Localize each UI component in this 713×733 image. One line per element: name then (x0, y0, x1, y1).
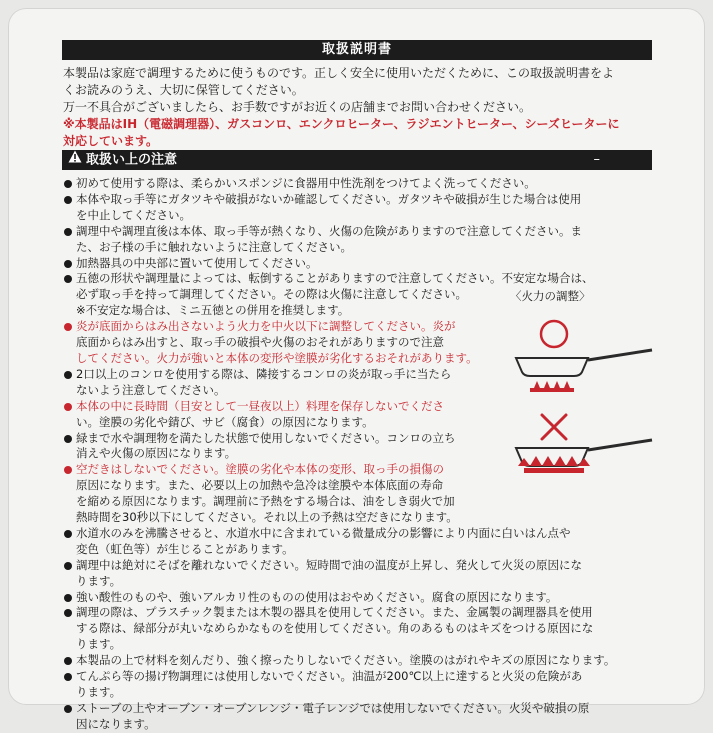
caution-text: 調理中は絶対にそばを離れないでください。短時間で油の温度が上昇し、発火して火災の原因にな (76, 557, 582, 572)
caution-text: ※不安定な場合は、ミニ五徳との併用を推奨します。 (76, 303, 350, 318)
caution-heading-bar (62, 150, 652, 170)
caution-item-storage (63, 399, 516, 431)
caution-text: を縮める原因になります。調理前に予熱をする場合は、油をしき弱火で加 (76, 494, 455, 509)
small-flame-icon (530, 381, 574, 392)
caution-text: 炎が底面からはみ出さないよう火力を中火以下に調整してください。炎が (76, 319, 456, 334)
caution-text: を中止してください。 (76, 207, 191, 222)
intro-line: 本製品は家庭で調理するために使うものです。正しく安全に使用いただくために、この取扱説明書をよ (63, 66, 615, 80)
caution-text: 本製品の上で材料を刻んだり、強く擦ったりしないでください。塗膜のはがれやキズの原因になります。 (76, 653, 616, 668)
caution-text: ります。 (76, 573, 122, 588)
caution-text: 水道水のみを沸騰させると、水道水中に含まれている微量成分の影響により内面に白いはん点や (76, 525, 571, 540)
warning-triangle-icon (68, 150, 82, 170)
caution-item (63, 256, 659, 272)
caution-text: 調理の際は、プラスチック製または木製の器具を使用してください。また、金属製の調理器具を使用 (76, 605, 593, 620)
caution-text: 消えや火傷の原因になります。 (76, 446, 237, 461)
caution-text: ないよう注意してください。 (76, 382, 226, 397)
caution-text: 本体や取っ手等にガタツキや破損がないか確認してください。ガタツキや破損が生じた場合は使用 (76, 191, 582, 206)
heading-dash: – (593, 152, 600, 167)
caution-text: い。塗膜の劣化や錆び、サビ（腐食）の原因になります。 (76, 414, 374, 429)
caution-item (63, 431, 516, 463)
caution-text: 加熱器具の中央部に置いて使用してください。 (76, 255, 318, 270)
caution-item (63, 367, 516, 399)
caution-text: ります。 (76, 685, 122, 699)
caution-text: 原因になります。また、必要以上の加熱や急冷は塗膜や本体底面の寿命 (76, 478, 444, 493)
caution-text: してください。火力が強いと本体の変形や塗膜が劣化するおそれがあります。 (76, 350, 478, 365)
caution-text: 五徳の形状や調理量によっては、転倒することがありますので注意してください。不安定な場合は、 (76, 271, 594, 286)
caution-text: てんぷら等の揚げ物調理には使用しないでください。油温が200℃以上に達すると火災の危険があ (76, 669, 583, 684)
intro-line: くお読みのうえ、大切に保管してください。 (63, 83, 304, 97)
caution-item-empty-heating (63, 462, 516, 526)
caution-text: 緑まで水や調理物を満たした状態で使用しないでください。コンロの立ち (76, 430, 456, 445)
caution-item (63, 526, 659, 558)
caution-text: 本体の中に長時間（目安として一昼夜以上）料理を保存しないでくださ (76, 398, 444, 413)
caution-text: 熱時間を30秒以下にしてください。それ以上の予熱は空だきになります。 (76, 510, 458, 525)
caution-text: 2口以上のコンロを使用する際は、隣接するコンロの炎が取っ手に当たら (76, 366, 452, 381)
caution-text: 変色（虹色等）が生じることがあります。 (76, 541, 294, 556)
ok-circle-icon (541, 321, 567, 347)
caution-item-heat (63, 319, 516, 367)
caution-text: ります。 (76, 637, 122, 652)
ng-cross-icon (542, 415, 566, 439)
compatibility-note: 対応しています。 (63, 134, 159, 148)
intro-line: 万一不具合がございましたら、お手数ですがお近くの店舗までお問い合わせください。 (63, 100, 532, 114)
caution-item (63, 590, 659, 606)
caution-item (63, 224, 659, 256)
caution-item (63, 192, 659, 224)
caution-text: する際は、緑部分が丸いなめらかなものを使用してください。角のあるものはキズをつける原因にな (76, 621, 594, 636)
caution-text: 初めて使用する際は、柔らかいスポンジに食器用中性洗剤をつけてよく洗ってください。 (76, 176, 536, 190)
caution-text: 必ず取っ手を持って調理してください。その際は火傷に注意してください。 (76, 287, 467, 302)
frying-pan-icon (516, 350, 652, 376)
caution-text: 空だきはしないでください。塗膜の劣化や本体の変形、取っ手の損傷の (76, 462, 444, 477)
caution-text: 因になります。 (76, 716, 156, 731)
heat-panel-title: 〈火力の調整〉 (510, 289, 591, 303)
caution-text: た、お子様の手に触れないように注意してください。 (76, 239, 352, 254)
compatibility-note: ※本製品はIH（電磁調理器）、ガスコンロ、エンクロヒーター、ラジエントヒーター、シーズヒーターに (63, 117, 620, 131)
caution-text: ストーブの上やオーブン・オーブンレンジ・電子レンジでは使用しないでください。火災や破損の原 (76, 700, 590, 715)
heat-adjustment-panel (510, 288, 660, 488)
caution-text: 調理中や調理直後は本体、取っ手等が熱くなり、火傷の危険がありますので注意してください。ま (76, 223, 582, 238)
caution-item (63, 669, 659, 701)
caution-text: 底面からはみ出すと、取っ手の破損や火傷のおそれがありますので注意 (76, 335, 444, 350)
caution-item (63, 701, 659, 733)
caution-item (63, 605, 659, 653)
page-title: 取扱説明書 (62, 40, 652, 60)
caution-text: 強い酸性のものや、強いアルカリ性のものの使用はおやめください。腐食の原因になります。 (76, 589, 558, 604)
caution-item (63, 558, 659, 590)
caution-item (63, 653, 659, 669)
caution-heading: 取扱い上の注意 (86, 152, 178, 168)
intro-section (63, 65, 655, 150)
large-flame-icon (518, 456, 590, 473)
caution-item (63, 176, 659, 192)
